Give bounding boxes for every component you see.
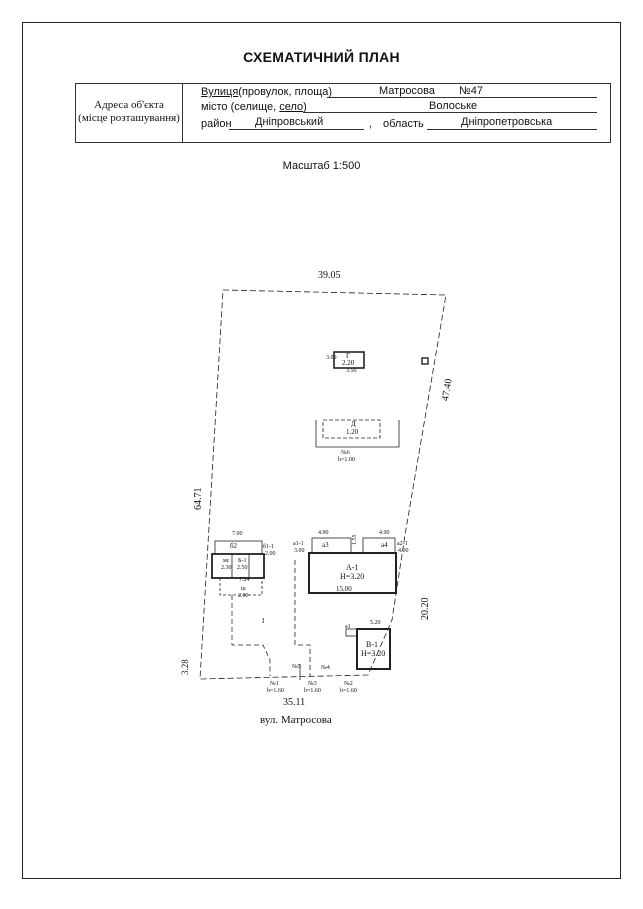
- bld-a-letter: А-1: [346, 563, 359, 572]
- bld-v-letter: В-1: [366, 640, 378, 649]
- a1-label: а1-1: [293, 541, 304, 547]
- bld-a-height: H=3.20: [340, 572, 365, 581]
- sh-label: ш: [241, 586, 246, 592]
- street-label: [201, 86, 332, 98]
- b1-h: 2.50: [237, 565, 248, 571]
- bld-g-h: 3.00: [326, 355, 337, 361]
- city-label-post: ): [303, 101, 307, 113]
- bld-g-letter: Г: [346, 352, 351, 360]
- dim-left: 64.71: [193, 487, 204, 510]
- bld-d-height: 1.20: [346, 428, 359, 436]
- page-frame: [22, 22, 621, 879]
- well-6-h: h=1.00: [338, 457, 355, 463]
- address-comma: ,: [369, 118, 373, 130]
- street-label-rest: (провулок, площа): [238, 86, 333, 98]
- a4-label: а4: [381, 541, 388, 549]
- a2-dim: 4.00: [398, 548, 409, 554]
- dim-490-2: 4.90: [379, 530, 390, 536]
- dim-700: 7.00: [232, 531, 243, 537]
- a2-label: а2-1: [397, 541, 408, 547]
- dim-top: 39.05: [318, 270, 341, 281]
- well-1: №1: [270, 681, 279, 687]
- bld-a-w: 15.00: [336, 585, 352, 593]
- district-label: район: [201, 118, 232, 130]
- well-1-h: h=1.60: [267, 688, 284, 694]
- bld-v-height: H=3.20: [361, 649, 386, 658]
- dim-155: 1.55: [352, 534, 358, 545]
- b11-h: 2.00: [265, 551, 276, 557]
- street-underline: [327, 97, 597, 98]
- object-label-line2: (місце розташування): [78, 112, 180, 124]
- yard-I: I: [262, 617, 265, 625]
- dim-right-lower: 20.20: [420, 597, 431, 620]
- city-label: [201, 101, 307, 113]
- city-underline: [303, 112, 597, 113]
- region-value: Дніпропетровська: [461, 116, 553, 128]
- b2-label: б2: [230, 542, 238, 550]
- dim-bottom-left: 3.28: [180, 659, 190, 675]
- mc-h: 2.30: [221, 565, 232, 571]
- well-3: №3: [308, 681, 317, 687]
- dim-520: 5.20: [370, 620, 381, 626]
- page-title: СХЕМАТИЧНИЙ ПЛАН: [243, 49, 400, 65]
- object-label-line1: Адреса об'єкта: [94, 99, 164, 111]
- mc-label: мс: [223, 558, 230, 564]
- city-value: Волоське: [429, 100, 478, 112]
- dim-bottom: 35.11: [283, 697, 306, 708]
- street-value: Матросова: [379, 85, 436, 97]
- well-3-h: h=1.60: [304, 688, 321, 694]
- a1-dim: 3.00: [294, 548, 305, 554]
- bld-g-height: 2.20: [342, 359, 355, 367]
- dim-724: 7.24: [239, 577, 250, 583]
- well-5: №5: [292, 664, 301, 670]
- region-label: область: [383, 118, 424, 130]
- b11-label: б1-1: [263, 544, 275, 550]
- district-value: Дніпровський: [255, 116, 324, 128]
- bld-g-w: 3.50: [346, 368, 357, 374]
- well-2: №2: [344, 681, 353, 687]
- bld-d-letter: Д: [351, 420, 356, 428]
- city-label-underlined: село: [279, 101, 304, 113]
- sh-h: 2.00: [238, 593, 249, 599]
- a1-small: а1: [345, 624, 351, 630]
- district-underline: [229, 129, 364, 130]
- a3-label: а3: [322, 541, 329, 549]
- city-label-pre: місто (селище,: [201, 101, 280, 113]
- scale-text: Масштаб 1:500: [282, 160, 361, 172]
- object-address-label: [76, 84, 183, 142]
- dim-490-1: 4.90: [318, 530, 329, 536]
- street-label-underlined: Вулиця: [201, 86, 239, 98]
- region-underline: [427, 129, 597, 130]
- street-name: вул. Матросова: [260, 714, 332, 726]
- well-4: №4: [321, 665, 330, 671]
- dim-right-upper: 47.40: [440, 377, 455, 402]
- b1-label: Б-1: [238, 558, 247, 564]
- well-2-h: h=1.60: [340, 688, 357, 694]
- well-6: №6: [341, 450, 350, 456]
- house-number: №47: [459, 85, 484, 97]
- address-table: [75, 83, 611, 143]
